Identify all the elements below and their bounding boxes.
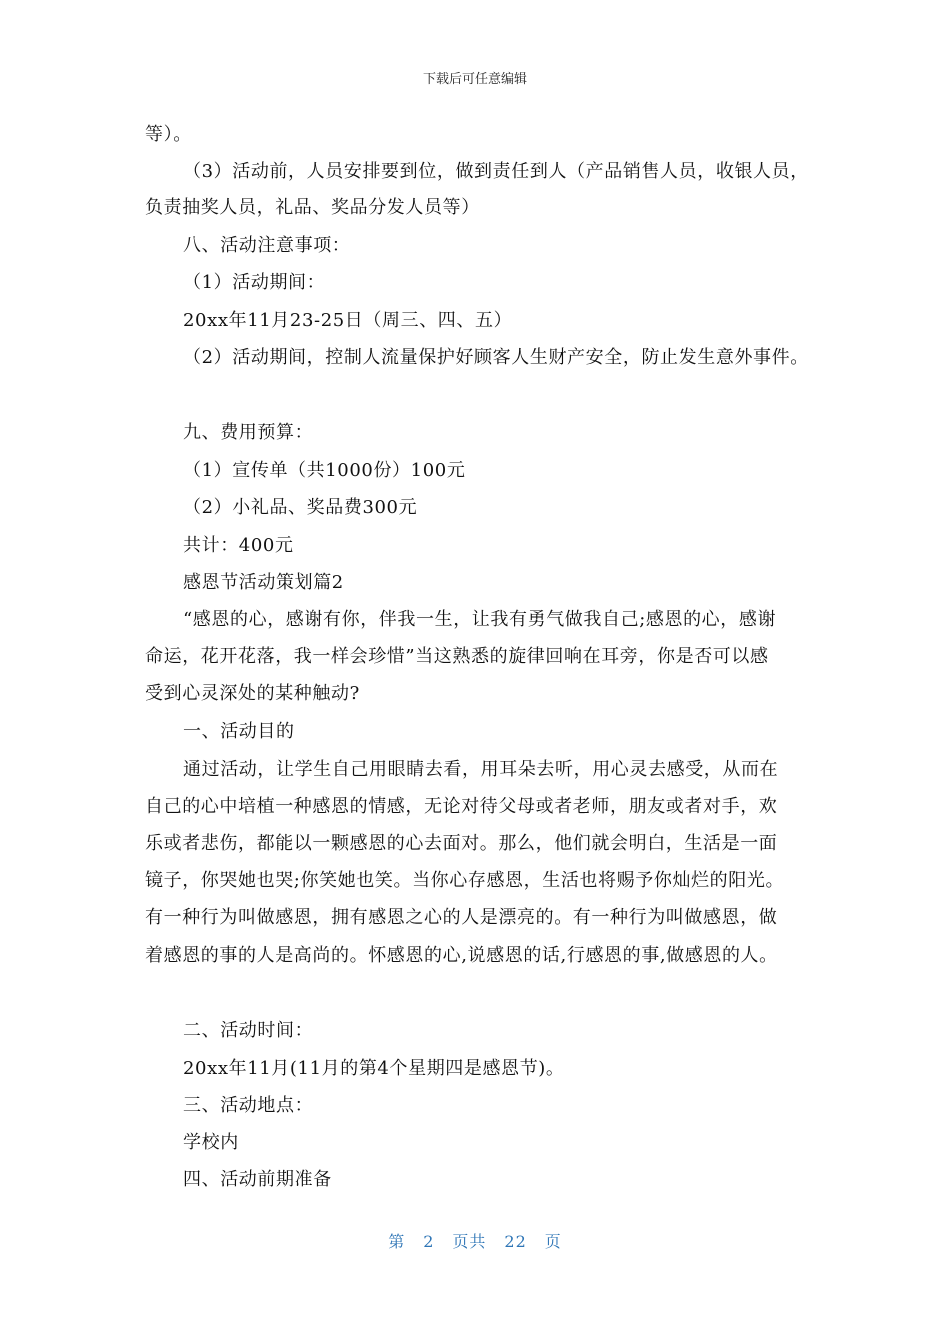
text-line: 20xx年11月23-25日（周三、四、五） — [183, 310, 513, 331]
text-line: 共计：400元 — [183, 535, 294, 556]
text-line: （1）活动期间： — [183, 272, 326, 293]
text-line: 镜子，你哭她也哭;你笑她也笑。当你心存感恩，生活也将赐予你灿烂的阳光。 — [145, 870, 785, 891]
footer-prefix: 第 — [388, 1232, 406, 1251]
text-line: 学校内 — [183, 1132, 239, 1153]
section-heading: 二、活动时间： — [183, 1020, 314, 1041]
page-header-note: 下载后可任意编辑 — [422, 72, 527, 87]
section-heading: 八、活动注意事项： — [183, 235, 351, 256]
text-line: （2）小礼品、奖品费300元 — [183, 497, 418, 518]
section-heading: 四、活动前期准备 — [183, 1169, 332, 1190]
text-line: 自己的心中培植一种感恩的情感，无论对待父母或者老师，朋友或者对手，欢 — [145, 796, 778, 817]
text-line: 受到心灵深处的某种触动? — [145, 683, 360, 704]
footer-total-pages: 22 — [504, 1232, 527, 1251]
text-line: （1）宣传单（共1000份）100元 — [183, 460, 466, 481]
footer-page-number: 2 — [423, 1232, 435, 1251]
text-line: 20xx年11月(11月的第4个星期四是感恩节)。 — [183, 1058, 565, 1079]
text-line: 有一种行为叫做感恩，拥有感恩之心的人是漂亮的。有一种行为叫做感恩，做 — [145, 907, 778, 928]
text-line: 负责抽奖人员，礼品、奖品分发人员等） — [145, 197, 480, 218]
section-heading: 一、活动目的 — [183, 721, 295, 742]
text-line: 着感恩的事的人是高尚的。怀感恩的心,说感恩的话,行感恩的事,做感恩的人。 — [145, 945, 778, 966]
section-heading: 三、活动地点： — [183, 1095, 314, 1116]
text-line: （3）活动前，人员安排要到位，做到责任到人（产品销售人员，收银人员， — [183, 161, 809, 182]
page-footer — [0, 1229, 950, 1252]
text-line: （2）活动期间，控制人流量保护好顾客人生财产安全，防止发生意外事件。 — [183, 347, 809, 368]
section-heading: 九、费用预算： — [183, 422, 314, 443]
article-title: 感恩节活动策划篇2 — [183, 572, 344, 593]
text-line: 乐或者悲伤，都能以一颗感恩的心去面对。那么，他们就会明白，生活是一面 — [145, 833, 778, 854]
text-line: 通过活动，让学生自己用眼睛去看，用耳朵去听，用心灵去感受，从而在 — [183, 759, 779, 780]
text-line: 命运，花开花落，我一样会珍惜”当这熟悉的旋律回响在耳旁，你是否可以感 — [145, 646, 769, 667]
text-line: “感恩的心，感谢有你，伴我一生，让我有勇气做我自己;感恩的心，感谢 — [183, 609, 777, 630]
text-line: 等）。 — [145, 124, 192, 145]
footer-mid: 页共 — [452, 1232, 487, 1251]
footer-suffix: 页 — [544, 1232, 562, 1251]
